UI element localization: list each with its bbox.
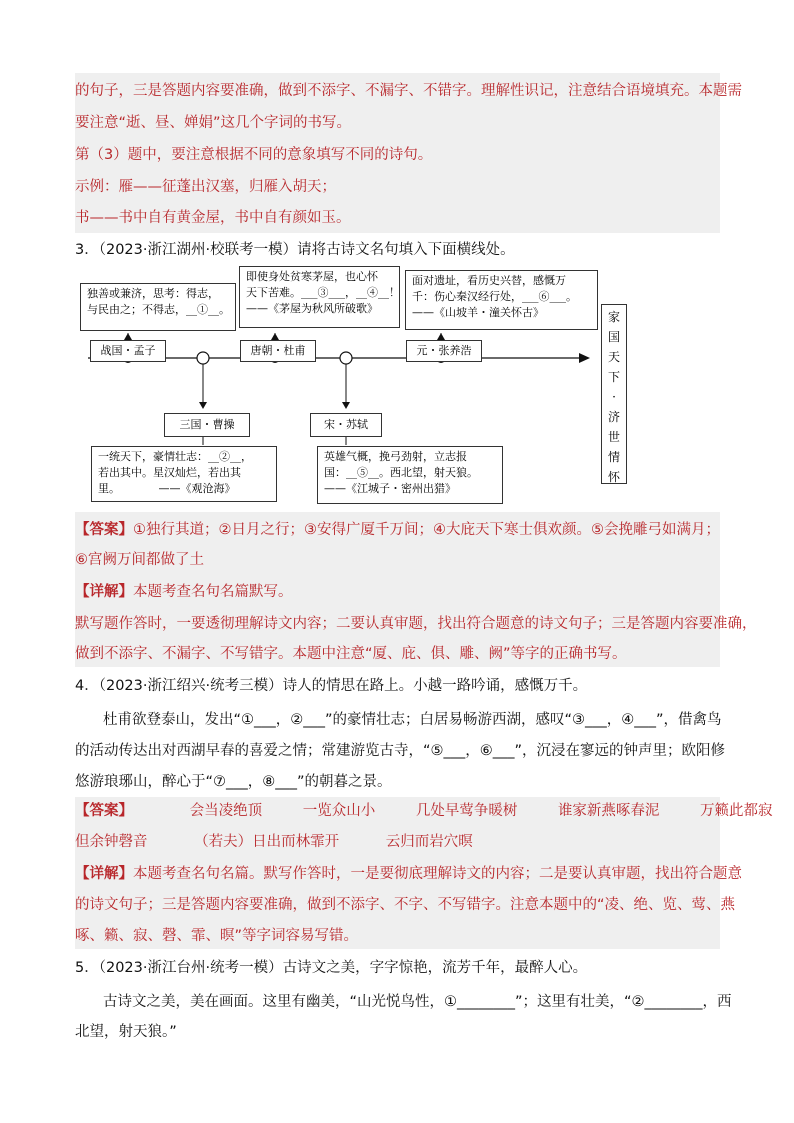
answer-label: 【答案】 [75,522,133,538]
tag-dufu: 唐朝・杜甫 [240,340,316,362]
title-char: 下 [607,370,620,384]
box-text: 国：__⑤__。西北望，射天狼。 [324,466,478,479]
detail-label: 【详解】 [75,584,133,600]
answer-line [75,832,720,852]
answer-label: 【答案】 [75,803,133,819]
answer-item: 几处早莺争暖树 [415,803,518,819]
answer-item: 会当凌绝顶 [189,803,263,819]
mencius-quote-box [80,283,236,331]
box-text: 千：伤心秦汉经行处，___⑥___。 [412,290,577,303]
box-text: 即使身处贫寒茅屋，也心怀 [246,270,378,283]
explanation-line: 书——书中自有黄金屋，书中自有颜如玉。 [75,210,351,226]
box-text: 面对遗址，看历史兴替，感慨万 [412,274,566,287]
answer-item: 谁家新燕啄春泥 [557,803,660,819]
tag-su: 宋・苏轼 [310,413,382,437]
answer-item: 万籁此都寂 [700,803,773,819]
box-text: 天下苦难。___③___，__④__！ [246,286,400,299]
explanation-line: 第（3）题中，要注意根据不同的意象填写不同的诗句。 [75,147,433,163]
title-char: 家 [607,310,620,324]
title-char: 世 [607,430,620,444]
detail-line: 啄、籁、寂、磬、霏、暝”等字词容易写错。 [75,928,359,944]
question-5-stem: 5．（2023·浙江台州·统考一模）古诗文之美，字字惊艳，流芳千年，最醉人心。 [75,960,588,976]
box-text: 独善或兼济，思考：得志， [87,287,219,300]
title-char: 国 [607,330,620,344]
question-5-text: 古诗文之美，美在画面。这里有幽美，“山光悦鸟性，①________”；这里有壮美，“②________，西 [103,994,732,1010]
detail-line [75,582,720,602]
detail-line: 做到不添字、不漏字、不写错字。本题中注意“厦、庇、俱、雕、阙”等字的正确书写。 [75,646,627,662]
detail-text: 本题考查名句名篇。默写作答时，一是要彻底理解诗文的内容；二是要认真审题，找出符合题意 [133,866,742,882]
answer-line: ⑥宫阙万间都做了土 [75,552,204,568]
answer-line [75,520,720,540]
question-4-stem: 4．（2023·浙江绍兴·统考三模）诗人的情思在路上。小越一路吟诵，感慨万千。 [75,678,588,694]
box-text: ——《山坡羊・潼关怀古》 [412,306,544,319]
box-text: ——《茅屋为秋风所破歌》 [246,302,378,315]
answer-text: ①独行其道；②日月之行；③安得广厦千万间；④大庇天下寒士俱欢颜。⑤会挽雕弓如满月； [133,522,720,538]
answer-item: 云归而岩穴暝 [385,834,473,850]
answer-item: （若夫）日出而林霏开 [194,834,340,850]
box-text: 若出其中。星汉灿烂，若出其 [98,466,241,479]
answer-line [75,801,773,821]
title-char: 怀 [607,470,620,484]
box-text: ——《江城子・密州出猎》 [324,482,456,495]
box-text: 与民由之；不得志，__①__。 [87,303,230,316]
question-5-text: 北望，射天狼。” [75,1024,177,1040]
question-4-text: 的活动传达出对西湖早春的喜爱之情；常建游览古寺，“⑤___，⑥___”，沉浸在寥远的钟声里；欧阳修 [75,743,726,759]
box-text: 一统天下，豪情壮志：__②__， [98,450,252,463]
explanation-line: 要注意“逝、昼、婵娟”这几个字词的书写。 [75,115,352,131]
title-char: 情 [607,450,620,464]
tag-cao: 三国・曹操 [164,413,250,437]
zhang-quote-box [405,270,598,330]
title-char: 济 [607,410,620,424]
answer-item: 但余钟磬音 [75,834,148,850]
tag-mencius: 战国・孟子 [90,340,166,362]
tag-zhang: 元・张养浩 [406,340,482,362]
box-text: 英雄气概，挽弓劲射，立志报 [324,450,467,463]
cao-quote-box [91,446,277,502]
detail-text: 本题考查名句名篇默写。 [133,584,293,600]
explanation-line: 示例：雁——征蓬出汉塞，归雁入胡天； [75,179,336,195]
su-quote-box [317,446,503,504]
question-4-text: 杜甫欲登泰山，发出“①___，②___”的豪情壮志；白居易畅游西湖，感叹“③___，④___”，借禽鸟 [103,712,722,728]
question-3-stem: 3．（2023·浙江湖州·校联考一模）请将古诗文名句填入下面横线处。 [75,242,515,258]
title-char: 天 [607,350,620,364]
title-char: · [612,390,616,404]
explanation-line: 的句子，三是答题内容要准确，做到不添字、不漏字、不错字。理解性识记，注意结合语境填充。本题需 [75,83,742,99]
vertical-theme-title [601,304,627,484]
detail-label: 【详解】 [75,866,133,882]
question-4-text: 悠游琅琊山，醉心于“⑦___，⑧___”的朝暮之景。 [75,774,392,790]
detail-line: 的诗文句子；三是答题内容要准确，做到不添字、不字、不写错字。注意本题中的“凌、绝、览、莺、燕 [75,897,736,913]
detail-line [75,864,742,884]
detail-line: 默写题作答时，一要透彻理解诗文内容；二要认真审题，找出符合题意的诗文句子；三是答题内容要准确， [75,616,757,632]
answer-item: 一览众山小 [302,803,376,819]
box-text: 里。 ——《观沧海》 [98,482,236,495]
dufu-quote-box [239,266,400,328]
